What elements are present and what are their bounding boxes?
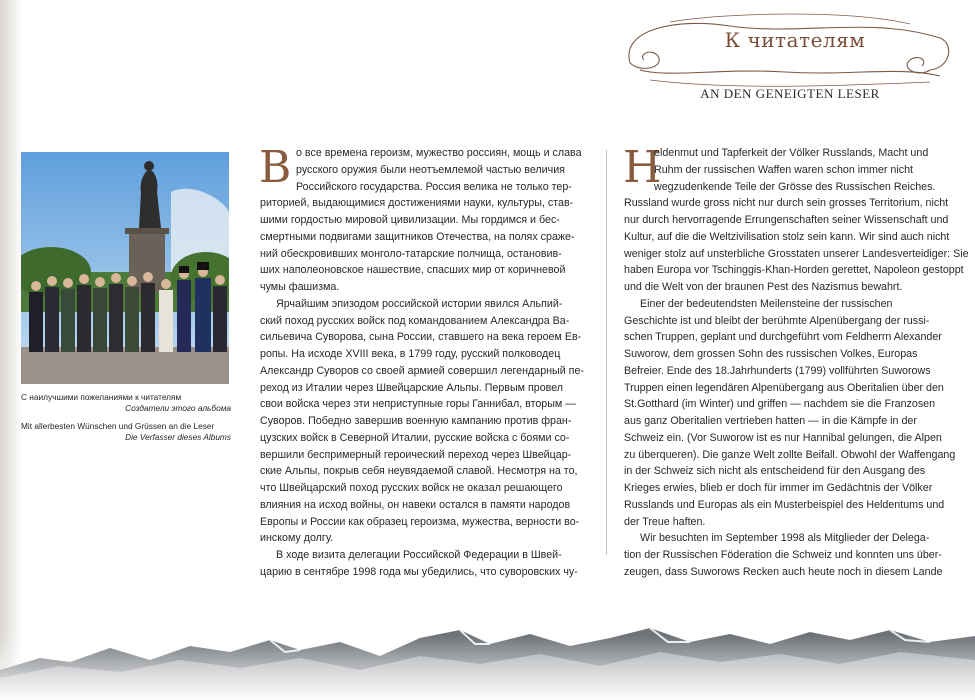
caption-russian: [21, 392, 231, 414]
ru-line: ших наполеоновское нашествие, спасших мир от коричневой: [260, 264, 566, 277]
de-line: Wir besuchten im September 1998 als Mitglieder der Delega-: [640, 532, 930, 545]
de-line: in der Schweiz sich nicht als entscheidend für den Ausgang des: [624, 465, 926, 478]
ru-line: ский поход русских войск под командованием Александра Ва-: [260, 314, 570, 327]
ru-line: что Швейцарский поход русских войск не оказал решающего: [260, 482, 563, 494]
de-line: weniger stolz auf unsterbliche Grosstaten unserer Landesverteidiger: Sie: [624, 247, 969, 260]
de-line: Ruhm der russischen Waffen waren schon immer nicht: [654, 163, 913, 176]
column-divider: [606, 150, 607, 555]
de-line: Krieges erwies, blieb er doch für immer im Gedächtnis der Völker: [624, 482, 933, 494]
dropcap-german: H: [623, 142, 662, 193]
de-line: zu überqueren). Die ganze Welt zollte Beifall. Obwohl der Waffengang: [624, 448, 956, 461]
de-line: zeugen, dass Suworows Recken auch heute noch in diesem Lande: [624, 565, 943, 578]
ru-line: Европы и России как образец героизма, мужества, верности во-: [260, 515, 580, 528]
ru-line: риторией, выдающимися достижениями науки, культуры, став-: [260, 197, 574, 210]
caption-ru-line: С наилучшими пожеланиями к читателям: [21, 392, 182, 402]
de-line: Geschichte ist und bleibt der berühmte Alpenübergang der russi-: [624, 314, 930, 327]
de-line: aus ganz Oberitalien vertrieben hatten — in die Kämpfe in der: [624, 415, 917, 427]
page-subtitle: AN DEN GENEIGTEN LESER: [700, 86, 880, 101]
page-gutter-shadow: [0, 0, 22, 700]
ru-line: ропы. На исходе XVIII века, в 1799 году, русский полководец: [260, 348, 561, 360]
ru-line: В ходе визита делегации Российской Федерации в Швей-: [276, 549, 562, 561]
russian-text-column: [259, 142, 596, 581]
de-line: und die Welt von der braunen Pest des Nazismus bewahrt.: [624, 281, 903, 293]
caption-de-line: Mit allerbesten Wünschen und Grüssen an die Leser: [21, 421, 215, 431]
ru-line: чумы фашизма.: [260, 281, 340, 293]
de-line: wegzudenkende Teile der Grösse des Russischen Reiches.: [654, 180, 936, 193]
de-line: St.Gotthard (im Winter) und griffen — nachdem sie die Franzosen: [624, 398, 936, 411]
ru-line: Суворов. Победно завершив военную кампанию против фран-: [260, 415, 572, 427]
ru-line: инскому долгу.: [260, 532, 334, 545]
dropcap-russian: В: [259, 142, 292, 193]
de-line: Einer der bedeutendsten Meilensteine der russischen: [640, 297, 893, 310]
ru-line: вершили беспримерный героический переход через Швейцар-: [260, 448, 572, 461]
de-line: Truppen einen legendären Alpenübergang aus Oberitalien über den: [624, 381, 944, 394]
de-line: tion der Russischen Föderation die Schweiz und konnten uns über-: [624, 549, 942, 561]
page-title: К читателям: [724, 28, 866, 52]
caption-german: [21, 421, 231, 443]
de-line: Kultur, auf die die Weltzivilisation stolz sein kann. Wir sind auch nicht: [624, 230, 950, 243]
ru-line: шими гордостью мировой цивилизации. Мы гордимся и бес-: [260, 214, 560, 226]
de-line: haben Europa vor Tschinggis-Khan-Horden gerettet, Napoleon gestoppt: [624, 264, 964, 277]
de-line: Befreier. Ende des 18.Jahrhunderts (1799) vollführten Suworows: [624, 364, 931, 377]
ru-line: влияния на исход войны, он навеки остался в памяти народов: [260, 498, 571, 511]
ru-line: о все времена героизм, мужество россиян, мощь и слава: [296, 147, 582, 159]
ru-line: ские Альпы, покрыв себя неувядаемой славой. Несмотря на то,: [260, 465, 578, 478]
de-line: Suworow, dem grossen Sohn des russischen Volkes, Europas: [624, 348, 918, 360]
de-line: nur durch hervorragende Errungenschaften seiner Wissenschaft und: [624, 214, 949, 226]
caption-ru-sign: Создатели этого альбома: [125, 403, 231, 413]
ru-line: ний обескровивших монголо-татарские полчища, остановив-: [260, 247, 562, 260]
ru-line: Российского государства. Россия велика не только тер-: [296, 180, 572, 193]
ru-line: Ярчайшим эпизодом российской истории явился Альпий-: [276, 297, 563, 310]
ru-line: свои войска через эти неприступные горы Ганнибал, вторым —: [260, 398, 576, 411]
de-line: Russlands und Europas als ein Musterbeispiel des Heldentums und: [624, 498, 945, 511]
ru-line: царию в сентябре 1998 года мы убедились, что суворовских чу-: [260, 565, 578, 578]
de-line: der Treue haften.: [624, 515, 706, 528]
monument-photo-icon: [21, 152, 229, 384]
ru-line: смертными подвигами защитников Отечества, на полях сраже-: [260, 230, 575, 243]
ru-line: цузских войск в Северной Италии, русские войска с боями со-: [260, 431, 570, 444]
ru-line: Александр Суворов со своей армией совершил легендарный пе-: [260, 364, 584, 377]
mountains-decoration-icon: [0, 600, 975, 700]
ru-line: сильевича Суворова, сына России, ставшего на века героем Ев-: [260, 331, 582, 344]
ru-line: реход из Италии через Швейцарские Альпы. Первым провел: [260, 381, 564, 394]
monument-photo: [21, 152, 229, 384]
de-line: Russland wurde gross nicht nur durch sein grosses Territorium, nicht: [624, 197, 949, 210]
german-text-column: [623, 142, 969, 581]
de-line: schen Truppen, geplant und durchgeführt vom Feldherrn Alexander: [624, 331, 942, 344]
ru-line: русского оружия были неотъемлемой частью величия: [296, 163, 565, 176]
de-line: eldenmut und Tapferkeit der Völker Russlands, Macht und: [654, 147, 929, 159]
de-line: Schweiz ein. (Vor Suworow ist es nur Hannibal gelungen, die Alpen: [624, 431, 942, 444]
caption-de-sign: Die Verfasser dieses Albums: [125, 432, 231, 442]
